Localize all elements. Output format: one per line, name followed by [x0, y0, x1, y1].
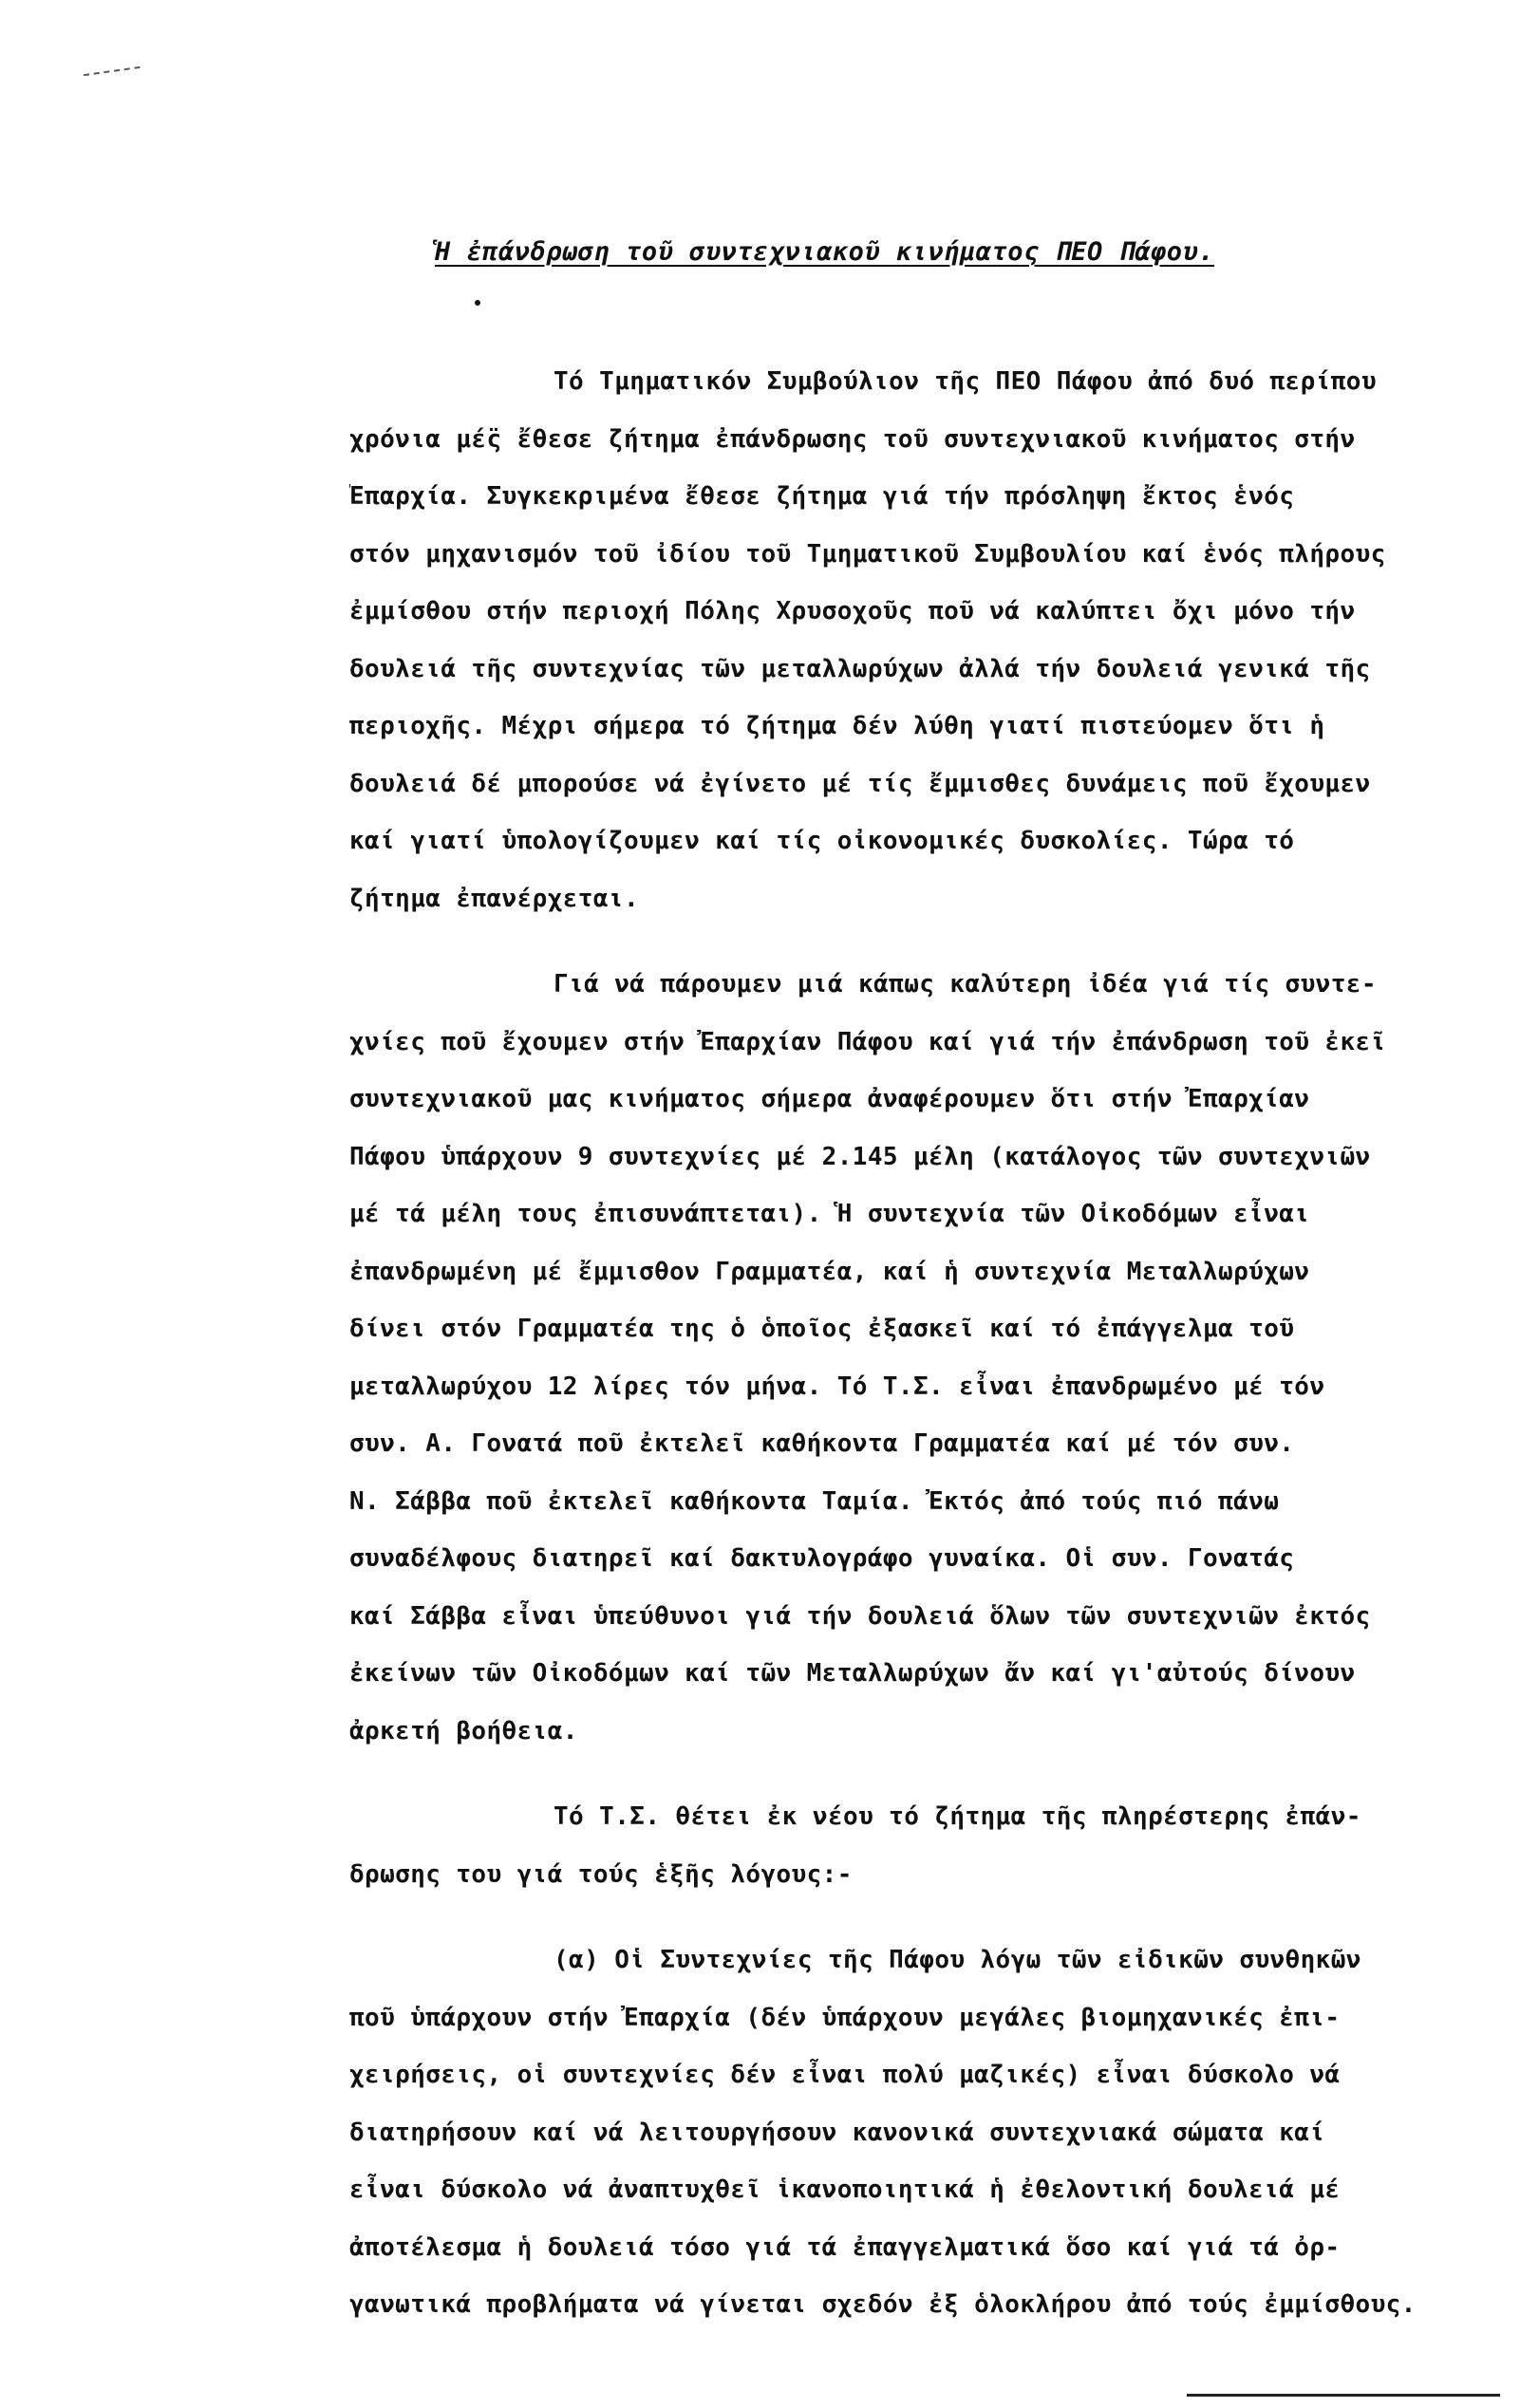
text-line: στόν μηχανισμόν τοῦ ἰδίου τοῦ Τμηματικοῦ Συμβουλίου καί ἑνός πλήρους [349, 539, 1386, 569]
text-line: ἀποτέλεσμα ἡ δουλειά τόσο γιά τά ἐπαγγελματικά ὅσο καί γιά τά ὀρ- [349, 2232, 1341, 2262]
text-line: διατηρήσουν καί νά λειτουργήσουν κανονικά συντεχνιακά σώματα καί [349, 2118, 1325, 2147]
text-line: συν. Α. Γονατά ποῦ ἐκτελεῖ καθήκοντα Γραμματέα καί μέ τόν συν. [349, 1429, 1295, 1458]
text-line: Τό Τ.Σ. θέτει ἐκ νέου τό ζήτημα τῆς πληρέστερης ἐπάν- [554, 1802, 1361, 1831]
text-line: εἶναι δύσκολο νά ἀναπτυχθεῖ ἱκανοποιητικά ἡ ἐθελοντική δουλειά μέ [349, 2175, 1341, 2204]
text-line: δίνει στόν Γραμματέα της ὁ ὁποῖος ἐξασκεῖ καί τό ἐπάγγελμα τοῦ [349, 1315, 1295, 1343]
document-title: Ἡ ἐπάνδρωση τοῦ συντεχνιακοῦ κινήματος ΠΕΟ Πάφου. [435, 237, 1215, 267]
text-line: Τό Τμηματικόν Συμβούλιον τῆς ΠΕΟ Πάφου ἀπό δυό περίπου [554, 367, 1377, 396]
text-line: Ἐπαρχία. Συγκεκριμένα ἔθεσε ζήτημα γιά τήν πρόσληψη ἔκτος ἑνός [349, 482, 1295, 511]
text-line: χρόνια μέ̈ς ἔθεσε ζήτημα ἐπάνδρωσης τοῦ συντεχνιακοῦ κινήματος στήν [349, 424, 1356, 454]
text-line: χειρήσεις, οἱ συντεχνίες δέν εἶναι πολύ μαζικές) εἶναι δύσκολο νά [349, 2061, 1341, 2089]
text-line: μέ τά μέλη τους ἐπισυνάπτεται). Ἡ συντεχνία τῶν Οἰκοδόμων εἶναι [349, 1200, 1310, 1228]
text-line: ἐκείνων τῶν Οἰκοδόμων καί τῶν Μεταλλωρύχων ἄν καί γι'αὐτούς δίνουν [349, 1659, 1356, 1688]
text-line: Πάφου ὑπάρχουν 9 συντεχνίες μέ 2.145 μέλη (κατάλογος τῶν συντεχνιῶν [349, 1142, 1371, 1171]
text-line: δρωσης του γιά τούς ἑξῆς λόγους:- [349, 1859, 853, 1889]
stray-dot [475, 300, 480, 306]
bottom-rule [1187, 2394, 1500, 2397]
text-line: ἐμμίσθου στήν περιοχή Πόλης Χρυσοχοῦς ποῦ νά καλύπτει ὄχι μόνο τήν [349, 597, 1356, 625]
paragraph [349, 1932, 1460, 2334]
document-body [349, 353, 1460, 2362]
text-line: γανωτικά προβλήματα νά γίνεται σχεδόν ἐξ ὁλοκλήρου ἀπό τούς ἐμμίσθους. [349, 2290, 1417, 2319]
corner-mark [84, 66, 141, 80]
paragraph [349, 1788, 1460, 1903]
paragraph [349, 956, 1460, 1760]
paragraph [349, 353, 1460, 927]
text-line: ἐπανδρωμένη μέ ἔμμισθον Γραμματέα, καί ἡ συντεχνία Μεταλλωρύχων [349, 1257, 1310, 1286]
text-line: δουλειά τῆς συντεχνίας τῶν μεταλλωρύχων ἀλλά τήν δουλειά γενικά τῆς [349, 654, 1371, 683]
text-line: Γιά νά πάρουμεν μιά κάπως καλύτερη ἰδέα γιά τίς συντε- [554, 970, 1377, 999]
text-line: ἀρκετή βοήθεια. [349, 1716, 578, 1745]
text-line: (α) Οἱ Συντεχνίες τῆς Πάφου λόγω τῶν εἰδικῶν συνθηκῶν [554, 1946, 1361, 1974]
text-line: Ν. Σάββα ποῦ ἐκτελεῖ καθήκοντα Ταμία. Ἐκτός ἀπό τούς πιό πάνω [349, 1486, 1280, 1516]
text-line: μεταλλωρύχου 12 λίρες τόν μήνα. Τό Τ.Σ. εἶναι ἐπανδρωμένο μέ τόν [349, 1372, 1325, 1401]
text-line: καί Σάββα εἶναι ὑπεύθυνοι γιά τήν δουλειά ὅλων τῶν συντεχνιῶν ἐκτός [349, 1601, 1371, 1631]
text-line: χνίες ποῦ ἔχουμεν στήν Ἐπαρχίαν Πάφου καί γιά τήν ἐπάνδρωση τοῦ ἐκεῖ [349, 1027, 1386, 1056]
text-line: συναδέλφους διατηρεῖ καί δακτυλογράφο γυναίκα. Οἱ συν. Γονατάς [349, 1544, 1295, 1573]
text-line: καί γιατί ὑπολογίζουμεν καί τίς οἰκονομικές δυσκολίες. Τώρα τό [349, 827, 1295, 855]
text-line: ζήτημα ἐπανέρχεται. [349, 884, 640, 913]
text-line: δουλειά δέ μπορούσε νά ἐγίνετο μέ τίς ἔμμισθες δυνάμεις ποῦ ἔχουμεν [349, 769, 1371, 798]
text-line: ποῦ ὑπάρχουν στήν Ἐπαρχία (δέν ὑπάρχουν μεγάλες βιομηχανικές ἐπι- [349, 2003, 1341, 2032]
text-line: συντεχνιακοῦ μας κινήματος σήμερα ἀναφέρουμεν ὅτι στήν Ἐπαρχίαν [349, 1085, 1310, 1113]
text-line: περιοχῆς. Μέχρι σήμερα τό ζήτημα δέν λύθη γιατί πιστεύομεν ὅτι ἡ [349, 712, 1325, 740]
